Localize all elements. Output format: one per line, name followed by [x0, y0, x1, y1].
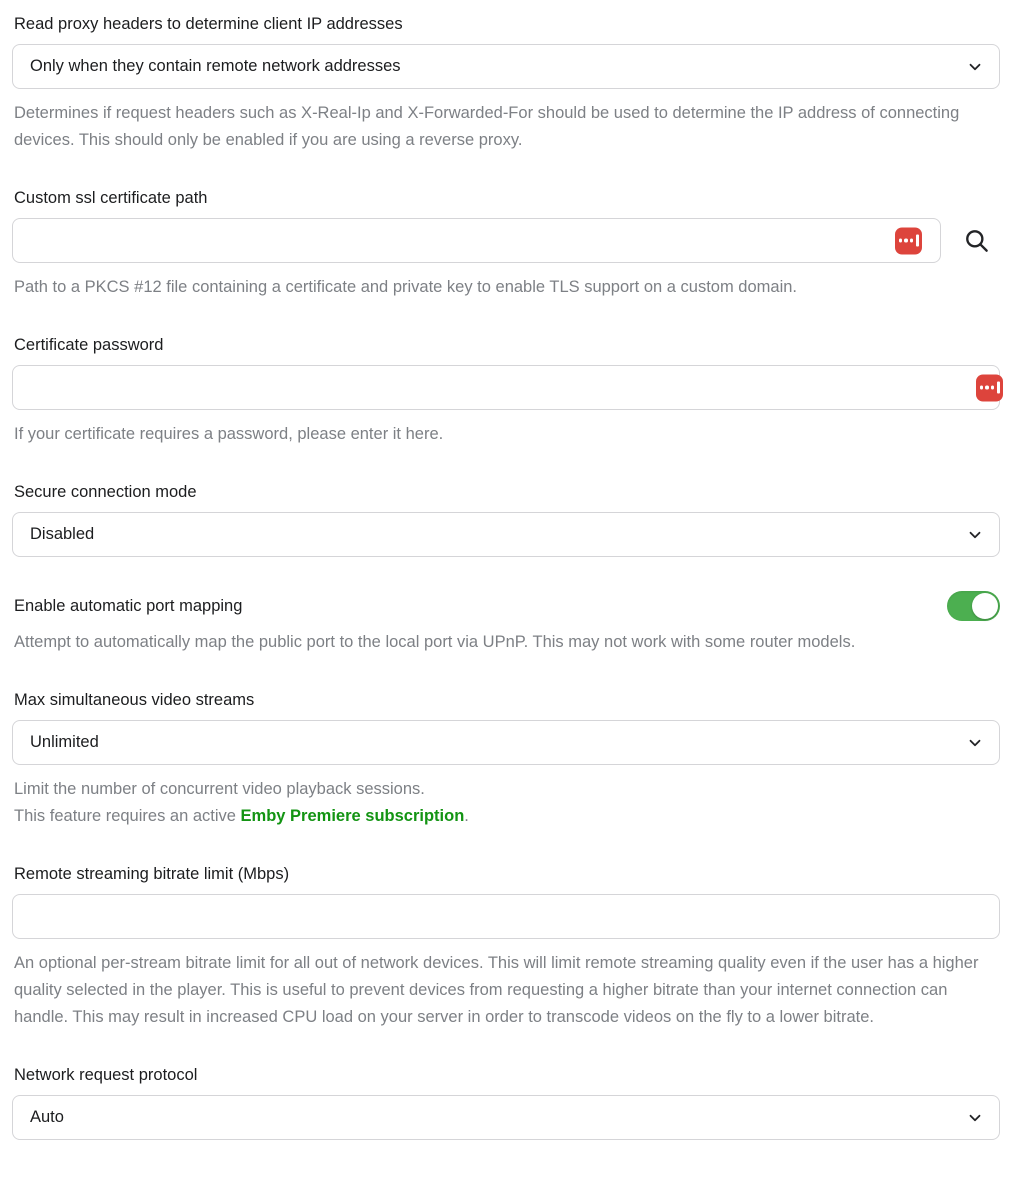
max-streams-label: Max simultaneous video streams: [14, 691, 255, 709]
field-ssl-cert-path: [12, 188, 1000, 301]
proxy-headers-select[interactable]: [12, 44, 1000, 89]
max-streams-select[interactable]: [12, 720, 1000, 765]
toggle-knob: [972, 593, 998, 619]
premiere-requirement: [14, 803, 1000, 830]
chevron-down-icon: [966, 734, 984, 752]
bitrate-limit-label: Remote streaming bitrate limit (Mbps): [14, 865, 290, 883]
network-protocol-select-value: Auto: [30, 1108, 64, 1126]
proxy-headers-help: Determines if request headers such as X-Real-Ip and X-Forwarded-For should be used to determine the IP address of connecting devices. This should only be enabled if you are using a reverse proxy.: [14, 104, 960, 149]
secure-connection-mode-label: Secure connection mode: [14, 483, 197, 501]
chevron-down-icon: [966, 1109, 984, 1127]
max-streams-help: Limit the number of concurrent video playback sessions.: [14, 780, 425, 798]
secure-connection-mode-select[interactable]: [12, 512, 1000, 557]
premiere-link[interactable]: Emby Premiere subscription: [240, 807, 465, 825]
port-mapping-label: Enable automatic port mapping: [14, 597, 243, 615]
bitrate-limit-input[interactable]: [12, 894, 1000, 939]
password-manager-icon[interactable]: [976, 374, 1003, 401]
proxy-headers-label: Read proxy headers to determine client IP addresses: [14, 15, 403, 33]
secure-connection-mode-select-value: Disabled: [30, 525, 95, 543]
bitrate-limit-help: An optional per-stream bitrate limit for all out of network devices. This will limit remote streaming quality even if the user has a higher quality selected in the player. This is useful to prevent devices from requesting a higher bitrate than your internet connection can handle. This may result in increased CPU load on your server in order to transcode videos on the fly to a lower bitrate.: [14, 954, 979, 1026]
cert-password-label: Certificate password: [14, 336, 164, 354]
premiere-prefix: This feature requires an active: [14, 807, 241, 825]
cert-password-input[interactable]: [12, 365, 1000, 410]
premiere-suffix: .: [464, 807, 469, 825]
field-cert-password: [12, 335, 1000, 448]
network-protocol-select[interactable]: [12, 1095, 1000, 1140]
field-bitrate-limit: [12, 864, 1000, 1031]
chevron-down-icon: [966, 526, 984, 544]
proxy-headers-select-value: Only when they contain remote network addresses: [30, 57, 401, 75]
max-streams-select-value: Unlimited: [30, 733, 99, 751]
field-max-streams: [12, 690, 1000, 830]
field-port-mapping: [12, 591, 1000, 656]
port-mapping-help: Attempt to automatically map the public port to the local port via UPnP. This may not work with some router models.: [14, 633, 856, 651]
field-network-protocol: [12, 1065, 1000, 1140]
search-icon[interactable]: [962, 227, 990, 255]
cert-password-help: If your certificate requires a password, please enter it here.: [14, 425, 444, 443]
field-proxy-headers: [12, 14, 1000, 154]
ssl-cert-path-help: Path to a PKCS #12 file containing a certificate and private key to enable TLS support on a custom domain.: [14, 278, 797, 296]
port-mapping-toggle[interactable]: [947, 591, 1000, 621]
network-protocol-label: Network request protocol: [14, 1066, 198, 1084]
password-manager-icon[interactable]: [895, 227, 922, 254]
chevron-down-icon: [966, 58, 984, 76]
ssl-cert-path-label: Custom ssl certificate path: [14, 189, 208, 207]
field-secure-connection-mode: [12, 482, 1000, 557]
ssl-cert-path-input[interactable]: [12, 218, 941, 263]
